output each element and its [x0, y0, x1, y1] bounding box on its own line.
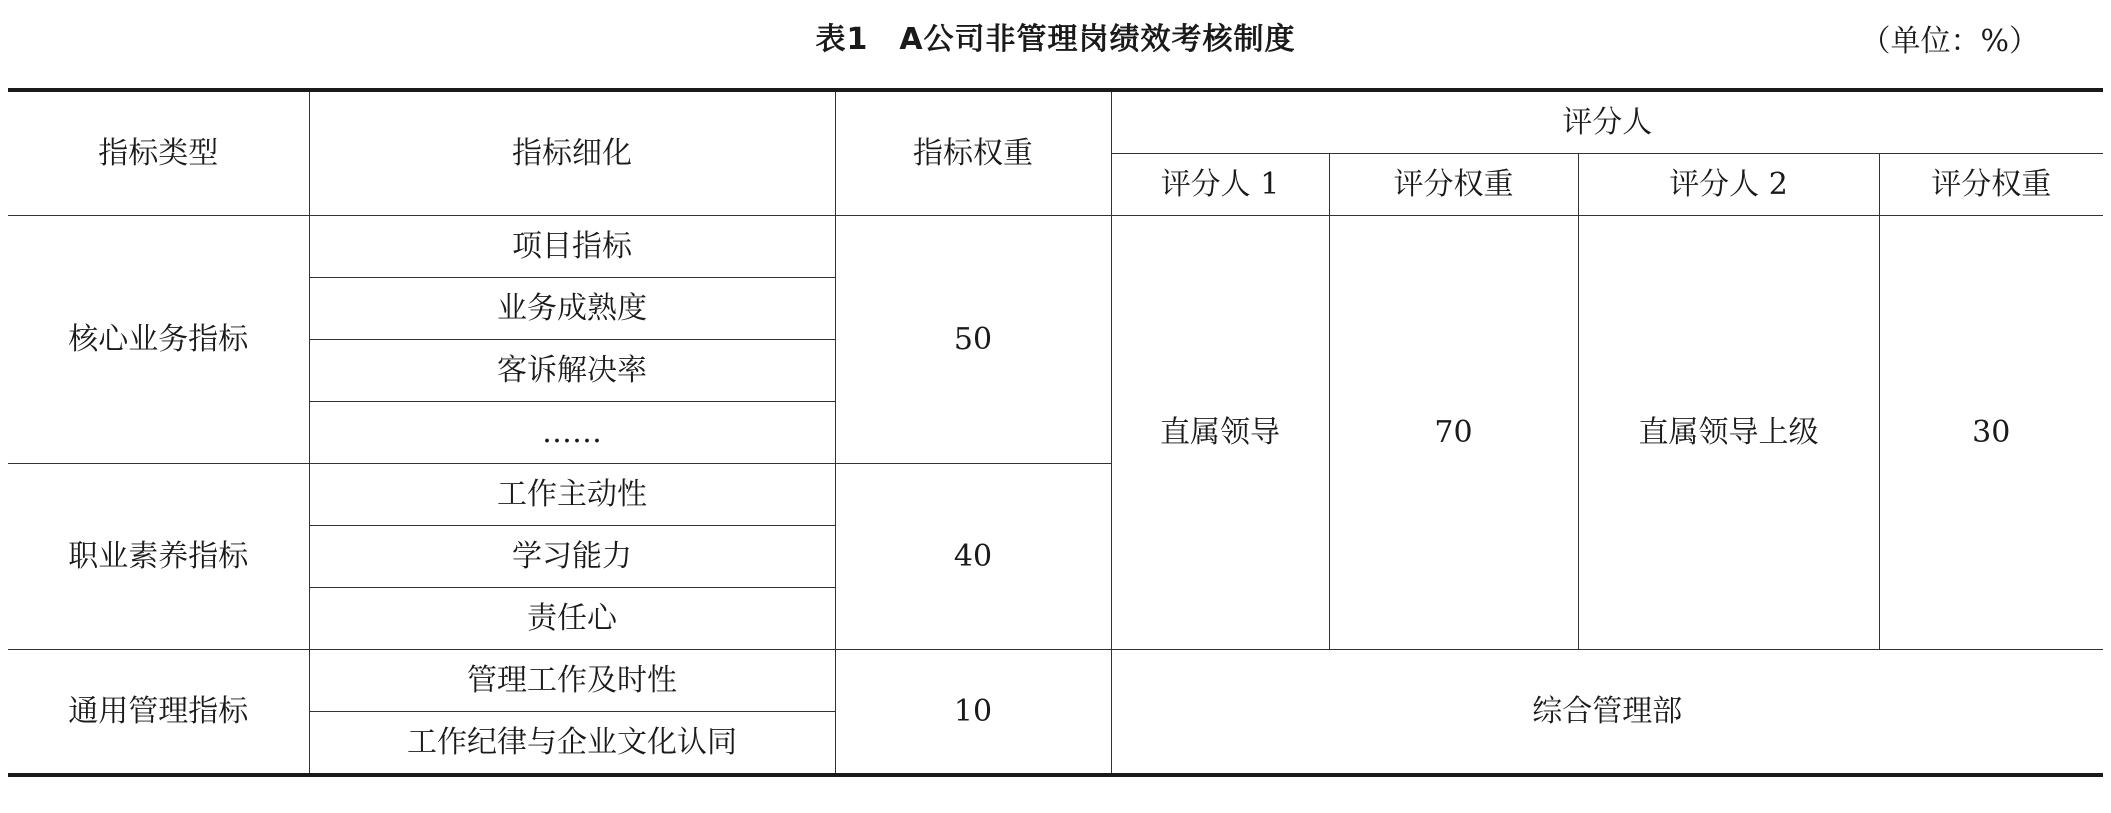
table-row	[8, 216, 2103, 278]
indicator-weight-cell: 10	[835, 650, 1111, 776]
rater-2-weight-cell: 30	[1879, 216, 2103, 650]
rater-1-cell: 直属领导	[1111, 216, 1329, 650]
header-indicator-weight: 指标权重	[835, 90, 1111, 216]
header-indicator-type: 指标类型	[8, 90, 309, 216]
table-wrapper	[8, 88, 2103, 777]
indicator-detail-cell: 学习能力	[309, 526, 835, 588]
indicator-detail-cell: 工作纪律与企业文化认同	[309, 712, 835, 776]
indicator-weight-cell: 50	[835, 216, 1111, 464]
title-row	[0, 0, 2111, 80]
header-raters: 评分人	[1111, 90, 2103, 154]
indicator-detail-cell: 客诉解决率	[309, 340, 835, 402]
table-header	[8, 90, 2103, 216]
unit-note: （单位：%）	[1860, 24, 2039, 59]
appraisal-table	[8, 88, 2103, 777]
header-rater-2: 评分人 2	[1578, 154, 1879, 216]
header-rater-1-weight: 评分权重	[1329, 154, 1578, 216]
indicator-type-cell: 职业素养指标	[8, 464, 309, 650]
table-row	[8, 650, 2103, 712]
header-rater-2-weight: 评分权重	[1879, 154, 2103, 216]
general-rater-cell: 综合管理部	[1111, 650, 2103, 776]
indicator-detail-cell: ……	[309, 402, 835, 464]
indicator-type-cell: 通用管理指标	[8, 650, 309, 776]
table-title: 表1 A公司非管理岗绩效考核制度	[815, 22, 1296, 57]
header-rater-1: 评分人 1	[1111, 154, 1329, 216]
indicator-detail-cell: 责任心	[309, 588, 835, 650]
indicator-weight-cell: 40	[835, 464, 1111, 650]
indicator-detail-cell: 项目指标	[309, 216, 835, 278]
header-indicator-detail: 指标细化	[309, 90, 835, 216]
rater-1-weight-cell: 70	[1329, 216, 1578, 650]
indicator-detail-cell: 业务成熟度	[309, 278, 835, 340]
indicator-detail-cell: 工作主动性	[309, 464, 835, 526]
header-row-1	[8, 90, 2103, 154]
indicator-detail-cell: 管理工作及时性	[309, 650, 835, 712]
table-body	[8, 216, 2103, 776]
rater-2-cell: 直属领导上级	[1578, 216, 1879, 650]
indicator-type-cell: 核心业务指标	[8, 216, 309, 464]
